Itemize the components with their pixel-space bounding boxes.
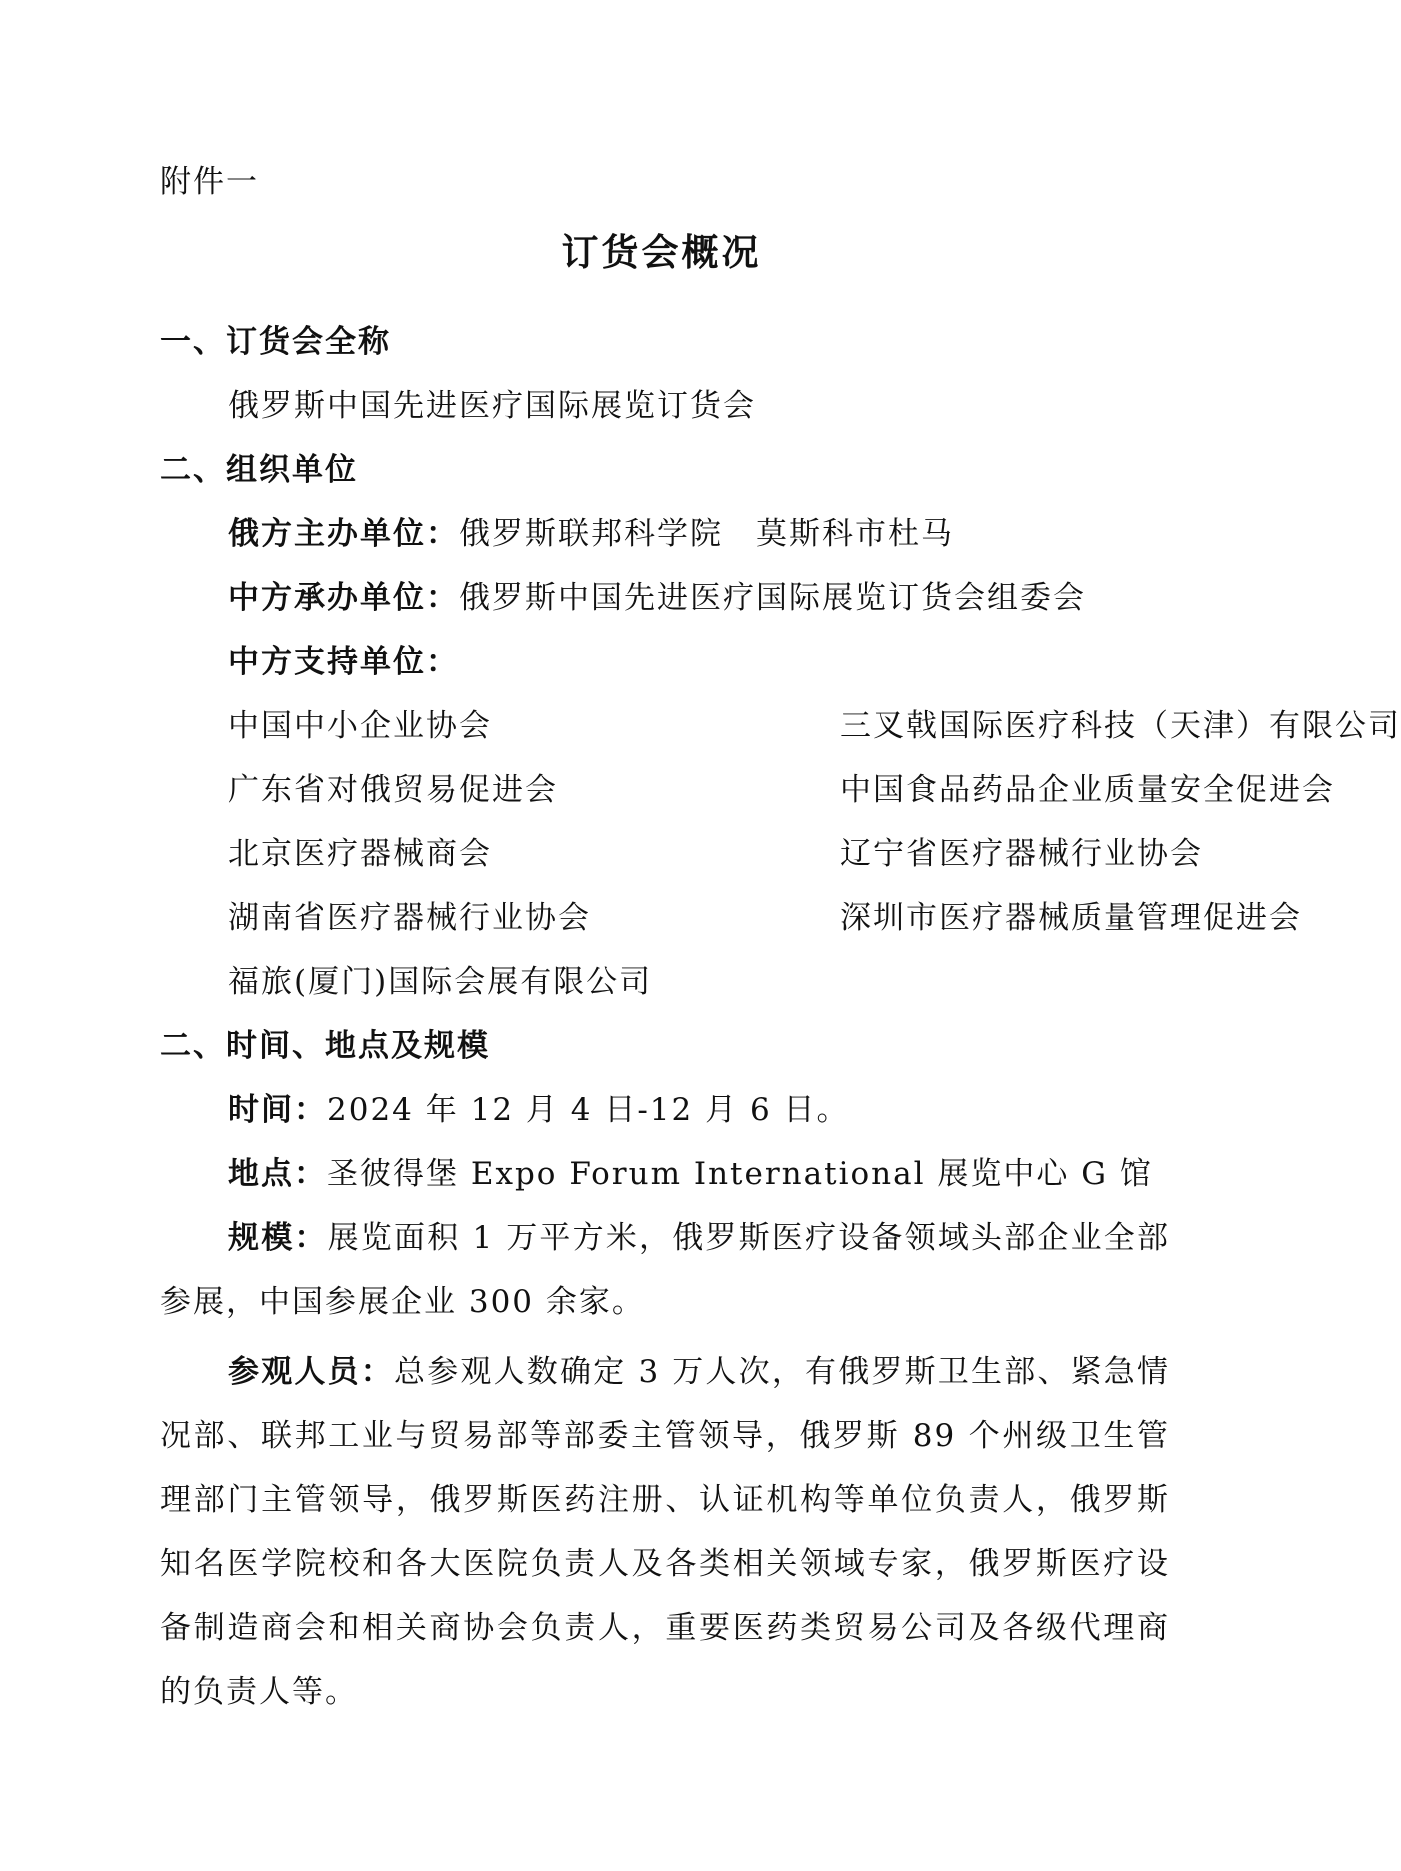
place-label: 地点： [228,1156,327,1192]
supporter-name: 广东省对俄贸易促进会 [228,772,558,808]
section-2-heading: 二、组织单位 [160,452,358,488]
organizer-value: 俄罗斯中国先进医疗国际展览订货会组委会 [459,580,1086,616]
attachment-label: 附件一 [160,164,259,200]
supporter-name: 中国食品药品企业质量安全促进会 [840,772,1335,808]
supporter-name: 福旅(厦门)国际会展有限公司 [228,964,653,1000]
supporter-name: 中国中小企业协会 [228,708,492,744]
visitors-value: 总参观人数确定 3 万人次，有俄罗斯卫生部、紧急情况部、联邦工业与贸易部等部委主管领导，俄罗斯 89 个州级卫生管理部门主管领导，俄罗斯医药注册、认证机构等单位负责人，俄罗斯知名医学院校和各大医院负责人及各类相关领域专家，俄罗斯医疗设备制造商会和相关商协会负责人，重要医药类贸易公司及各级代理商的负责人等。 [160,1354,1170,1710]
scale-value: 展览面积 1 万平方米，俄罗斯医疗设备领域头部企业全部参展，中国参展企业 300 余家。 [160,1220,1171,1320]
section-3-heading: 二、时间、地点及规模 [160,1028,490,1064]
event-full-name: 俄罗斯中国先进医疗国际展览订货会 [228,388,756,424]
supporter-row [228,962,1238,1002]
supporter-name: 北京医疗器械商会 [228,836,492,872]
supporter-row [228,770,1335,810]
supporter-row [228,706,1401,746]
visitors-paragraph [160,1340,1170,1724]
section-1-heading: 一、订货会全称 [160,324,391,360]
time-label: 时间： [228,1092,327,1128]
support-label: 中方支持单位： [228,644,459,680]
organizer-line [228,578,1238,618]
scale-paragraph [160,1206,1170,1334]
place-line [228,1154,1238,1194]
place-value: 圣彼得堡 Expo Forum International 展览中心 G 馆 [327,1156,1153,1192]
supporter-name: 深圳市医疗器械质量管理促进会 [840,900,1302,936]
visitors-label: 参观人员： [228,1354,394,1390]
scale-label: 规模： [228,1220,328,1256]
supporter-row [228,834,1238,874]
host-line [228,514,1238,554]
supporter-name: 辽宁省医疗器械行业协会 [840,836,1203,872]
host-label: 俄方主办单位： [228,516,459,552]
supporter-name: 三叉戟国际医疗科技（天津）有限公司 [840,708,1401,744]
document-title: 订货会概况 [561,230,762,274]
organizer-label: 中方承办单位： [228,580,459,616]
time-value: 2024 年 12 月 4 日-12 月 6 日。 [327,1092,850,1128]
supporter-name: 湖南省医疗器械行业协会 [228,900,591,936]
time-line [228,1090,1238,1130]
supporter-row [228,898,1302,938]
host-value: 俄罗斯联邦科学院 莫斯科市杜马 [459,516,954,552]
